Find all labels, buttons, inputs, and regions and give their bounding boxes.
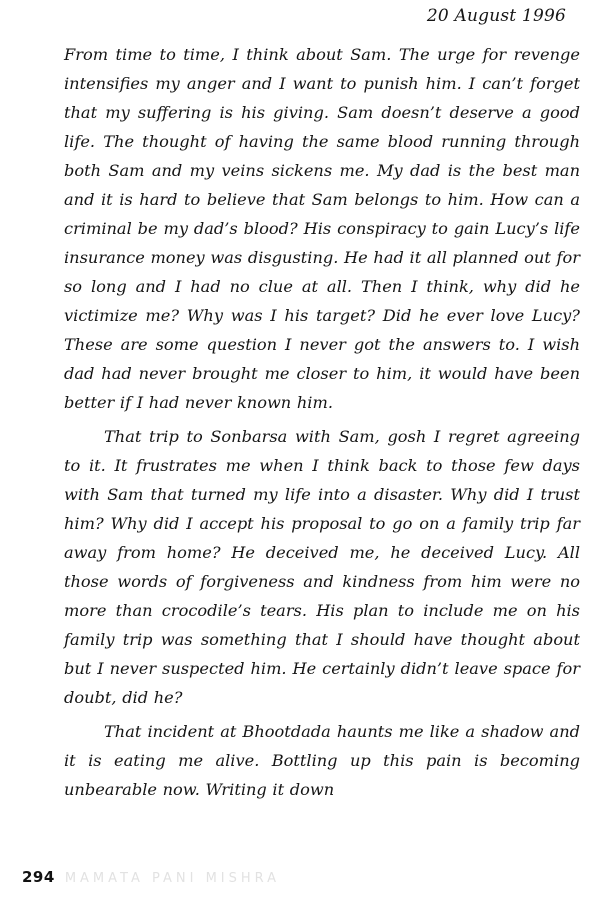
paragraph: That incident at Bhootdada haunts me like a shadow and it is eating me alive. Bottling up this pain is becoming unbearable now. Writing it down <box>64 722 580 799</box>
paragraph: That trip to Sonbarsa with Sam, gosh I regret agreeing to it. It frustrates me when I think back to those few days with Sam that turned my life into a disaster. Why did I trust him? Why did I accept his proposal to go on a family trip far away from home? He deceived me, he deceived Lucy. All those words of forgiveness and kindness from him were no more than crocodile’s tears. His plan to include me on his family trip was something that I should have thought about but I never suspected him. He certainly didn’t leave space for doubt, did he? <box>64 427 580 707</box>
paragraph: From time to time, I think about Sam. The urge for revenge intensifies my anger and I want to punish him. I can’t forget that my suffering is his giving. Sam doesn’t deserve a good life. The thought of having the same blood running through both Sam and my veins sickens me. My dad is the best man and it is hard to believe that Sam belongs to him. How can a criminal be my dad’s blood? His conspiracy to gain Lucy’s life insurance money was disgusting. He had it all planned out for so long and I had no clue at all. Then I think, why did he victimize me? Why was I his target? Did he ever love Lucy? These are some question I never got the answers to. I wish dad had never brought me closer to him, it would have been better if I had never known him. <box>64 45 580 412</box>
page-number: 294 <box>22 868 55 886</box>
diary-entry-body <box>64 40 580 804</box>
running-head: MAMATA PANI MISHRA <box>64 871 281 886</box>
page-footer <box>22 868 280 892</box>
entry-date: 20 August 1996 <box>426 6 566 26</box>
